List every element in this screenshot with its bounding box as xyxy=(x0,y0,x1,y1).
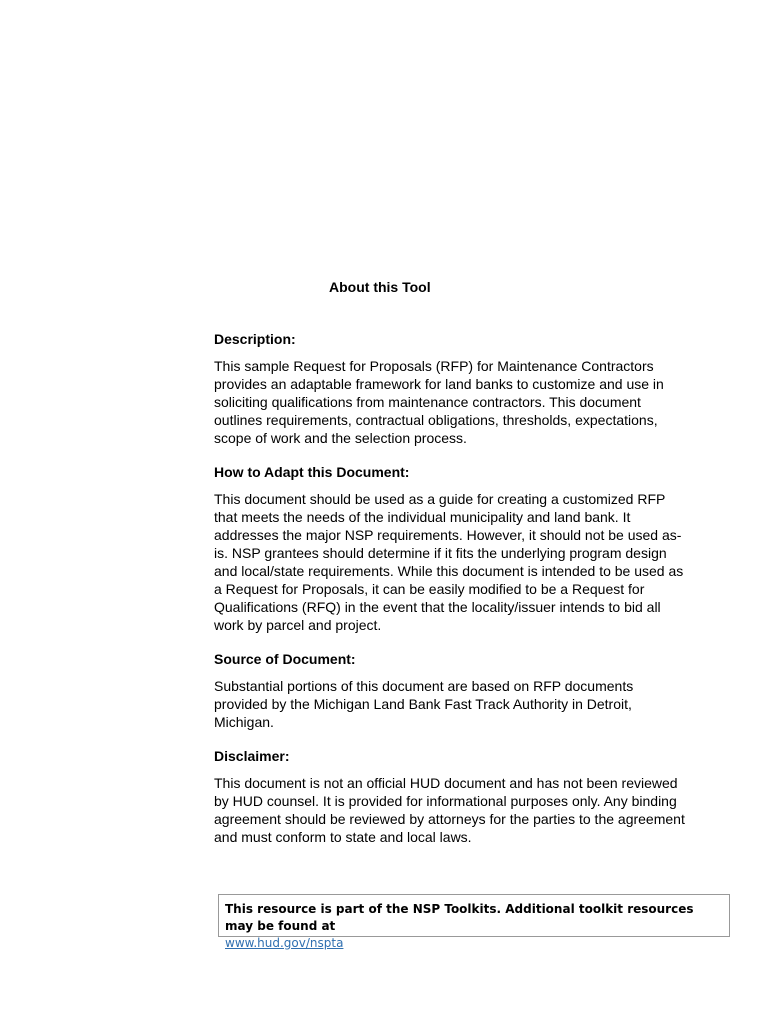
section-paragraph xyxy=(214,357,726,447)
paragraph-line: is. NSP grantees should determine if it fits the underlying program design xyxy=(214,545,667,561)
paragraph-line: a Request for Proposals, it can be easily modified to be a Request for xyxy=(214,581,645,597)
document-body xyxy=(214,331,726,863)
section-heading: Description: xyxy=(214,331,296,347)
paragraph-line: scope of work and the selection process. xyxy=(214,430,467,446)
toolkit-notice-box xyxy=(218,894,730,950)
paragraph-line: This document is not an official HUD document and has not been reviewed xyxy=(214,775,678,791)
paragraph-line: This sample Request for Proposals (RFP) for Maintenance Contractors xyxy=(214,358,654,374)
section-disclaimer xyxy=(214,748,726,846)
section-heading: How to Adapt this Document: xyxy=(214,464,410,480)
section-description xyxy=(214,331,726,447)
paragraph-line: that meets the needs of the individual municipality and land bank. It xyxy=(214,509,631,525)
section-paragraph xyxy=(214,490,726,634)
page-title: About this Tool xyxy=(329,279,431,295)
section-heading: Disclaimer: xyxy=(214,748,290,764)
section-how-to-adapt xyxy=(214,464,726,634)
paragraph-line: work by parcel and project. xyxy=(214,617,382,633)
section-source xyxy=(214,651,726,731)
paragraph-line: Substantial portions of this document are based on RFP documents xyxy=(214,678,634,694)
paragraph-line: This document should be used as a guide for creating a customized RFP xyxy=(214,491,666,507)
paragraph-line: by HUD counsel. It is provided for informational purposes only. Any binding xyxy=(214,793,677,809)
paragraph-line: addresses the major NSP requirements. However, it should not be used as- xyxy=(214,527,682,543)
paragraph-line: agreement should be reviewed by attorneys for the parties to the agreement xyxy=(214,811,685,827)
paragraph-line: provided by the Michigan Land Bank Fast Track Authority in Detroit, xyxy=(214,696,632,712)
section-paragraph xyxy=(214,774,726,846)
paragraph-line: Michigan. xyxy=(214,714,274,730)
nspta-link[interactable]: www.hud.gov/nspta xyxy=(225,936,344,950)
paragraph-line: soliciting qualifications from maintenance contractors. This document xyxy=(214,394,641,410)
section-heading: Source of Document: xyxy=(214,651,356,667)
section-paragraph xyxy=(214,677,726,731)
paragraph-line: outlines requirements, contractual obligations, thresholds, expectations, xyxy=(214,412,658,428)
paragraph-line: and must conform to state and local laws. xyxy=(214,829,472,845)
paragraph-line: and local/state requirements. While this document is intended to be used as xyxy=(214,563,684,579)
paragraph-line: provides an adaptable framework for land banks to customize and use in xyxy=(214,376,664,392)
notice-text: This resource is part of the NSP Toolkits. Additional toolkit resources may be found at xyxy=(225,902,694,933)
paragraph-line: Qualifications (RFQ) in the event that the locality/issuer intends to bid all xyxy=(214,599,661,615)
